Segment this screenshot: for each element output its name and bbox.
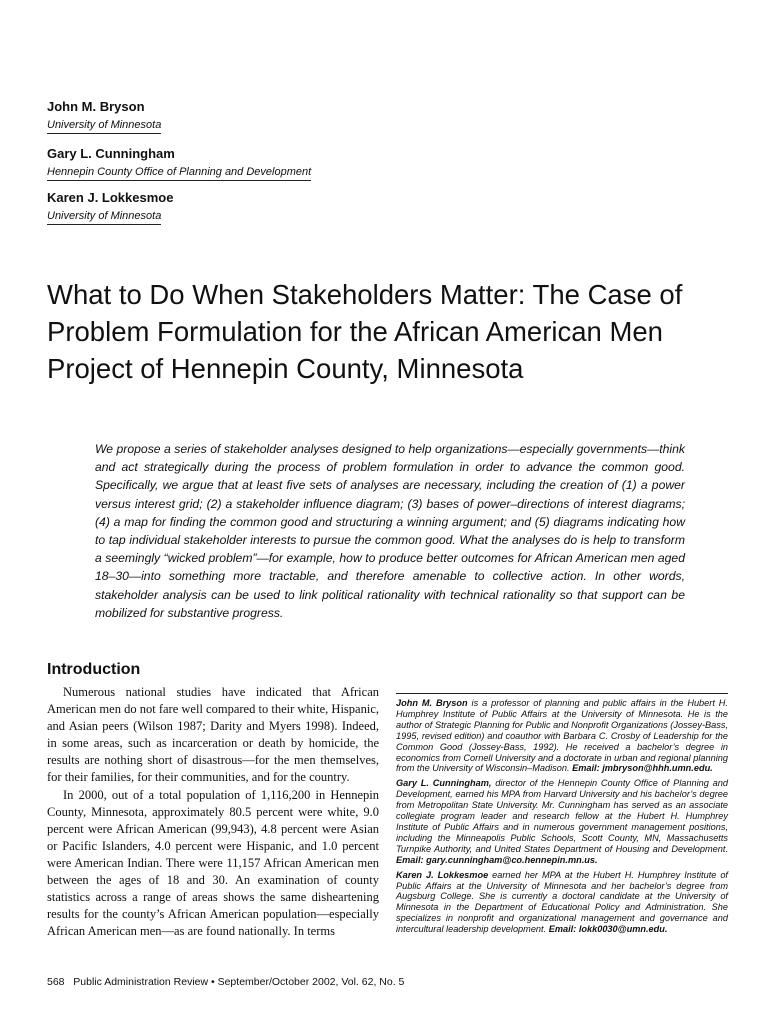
author-note-email: Email: jmbryson@hhh.umn.edu. bbox=[572, 763, 713, 774]
author-note-name: Karen J. Lokkesmoe bbox=[396, 869, 489, 880]
author-block-3 bbox=[47, 190, 173, 225]
body-column bbox=[47, 684, 379, 940]
author-block-1 bbox=[47, 99, 161, 134]
body-paragraph: Numerous national studies have indicated that African American men do not fare well compared to their white, Hispanic, and Asian peers (Wilson 1987; Darity and Myers 1998). Indeed, in some areas, such as incarceration or death by homicide, the results are nothing short of disastrous—for the men themselves, for their families, for their communities, and for the country. bbox=[47, 685, 379, 785]
article-title: What to Do When Stakeholders Matter: The Case of Problem Formulation for the African American Men Project of Hennepin County, Minnesota bbox=[47, 279, 683, 384]
author-note-name: John M. Bryson bbox=[396, 698, 468, 708]
author-note bbox=[396, 870, 728, 935]
author-name: John M. Bryson bbox=[47, 99, 145, 114]
page-footer: 568 Public Administration Review • September/October 2002, Vol. 62, No. 5 bbox=[47, 976, 405, 988]
author-note-email: Email: lokk0030@umn.edu. bbox=[548, 924, 668, 935]
abstract: We propose a series of stakeholder analyses designed to help organizations—especially governments—think and act strategically during the process of problem formulation in order to advance the common good. Specifically, we argue that at least five sets of analyses are necessary, including the creation of (1) a power versus interest grid; (2) a stakeholder influence diagram; (3) bases of power–directions of interest diagrams; (4) a map for finding the common good and structuring a winning argument; and (5) diagrams indicating how to tap individual stakeholder interests to pursue the common good. What the analyses do is help to transform a seemingly “wicked problem”—for example, how to produce better outcomes for African American men aged 18–30—into something more tractable, and therefore amenable to collective action. In other words, stakeholder analysis can be used to link political rationality with technical rationality so that support can be mobilized for substantive progress. bbox=[95, 442, 685, 620]
author-note-name: Gary L. Cunningham, bbox=[396, 778, 492, 789]
author-note bbox=[396, 778, 728, 865]
author-name: Karen J. Lokkesmoe bbox=[47, 190, 174, 205]
author-note-text: earned her MPA at the Hubert H. Humphrey Institute of Public Affairs at the University of Minnesota and her bachelor’s degree from Augsburg College. She is currently a doctoral candidate at the University of Minnesota in the Department of Educational Policy and Administration. She specializes in nonprofit and organizational management and governance and intercultural leadership development. bbox=[396, 869, 728, 935]
author-block-2 bbox=[47, 146, 311, 181]
author-notes bbox=[396, 693, 728, 939]
body-paragraph: In 2000, out of a total population of 1,116,200 in Hennepin County, Minnesota, approximately 80.5 percent were white, 9.0 percent were African American (99,943), 4.8 percent were Asian or Pacific Islanders, 4.0 percent were Hispanic, and 1.0 percent were American Indian. There were 11,157 African American men between the ages of 18 and 30. An examination of county statistics across a range of areas shows the same disheartening results for the county’s African American population—especially African American men—as are found nationally. In terms bbox=[47, 787, 379, 939]
author-affiliation: Hennepin County Office of Planning and Development bbox=[47, 165, 311, 181]
author-name: Gary L. Cunningham bbox=[47, 146, 175, 161]
author-note-email: Email: gary.cunningham@co.hennepin.mn.us. bbox=[396, 854, 598, 865]
author-affiliation: University of Minnesota bbox=[47, 118, 161, 134]
author-note bbox=[396, 698, 728, 774]
author-note-text: is a professor of planning and public affairs in the Hubert H. Humphrey Institute of Public Affairs at the University of Minnesota. He is the author of Strategic Planning for Public and Nonprofit Organizations (Jossey-Bass, 1995, revised edition) and coauthor with Barbara C. Crosby of Leadership for the Common Good (Jossey-Bass, 1992). He received a bachelor’s degree in economics from Cornell University and a doctorate in urban and regional planning from the University of Wisconsin–Madison. bbox=[396, 698, 728, 774]
section-heading: Introduction bbox=[47, 661, 141, 678]
author-affiliation: University of Minnesota bbox=[47, 209, 161, 225]
author-note-text: director of the Hennepin County Office of Planning and Development, earned his MPA from Harvard University and his bachelor’s degree from Metropolitan State University. Mr. Cunningham has served as an associate collegiate program leader and research fellow at the Hubert H. Humphrey Institute of Public Affairs and in numerous government management positions, including the Minneapolis Public Schools, Scott County, MN, Massachusetts Turnpike Authority, and United States Department of Housing and Development. bbox=[396, 778, 729, 854]
